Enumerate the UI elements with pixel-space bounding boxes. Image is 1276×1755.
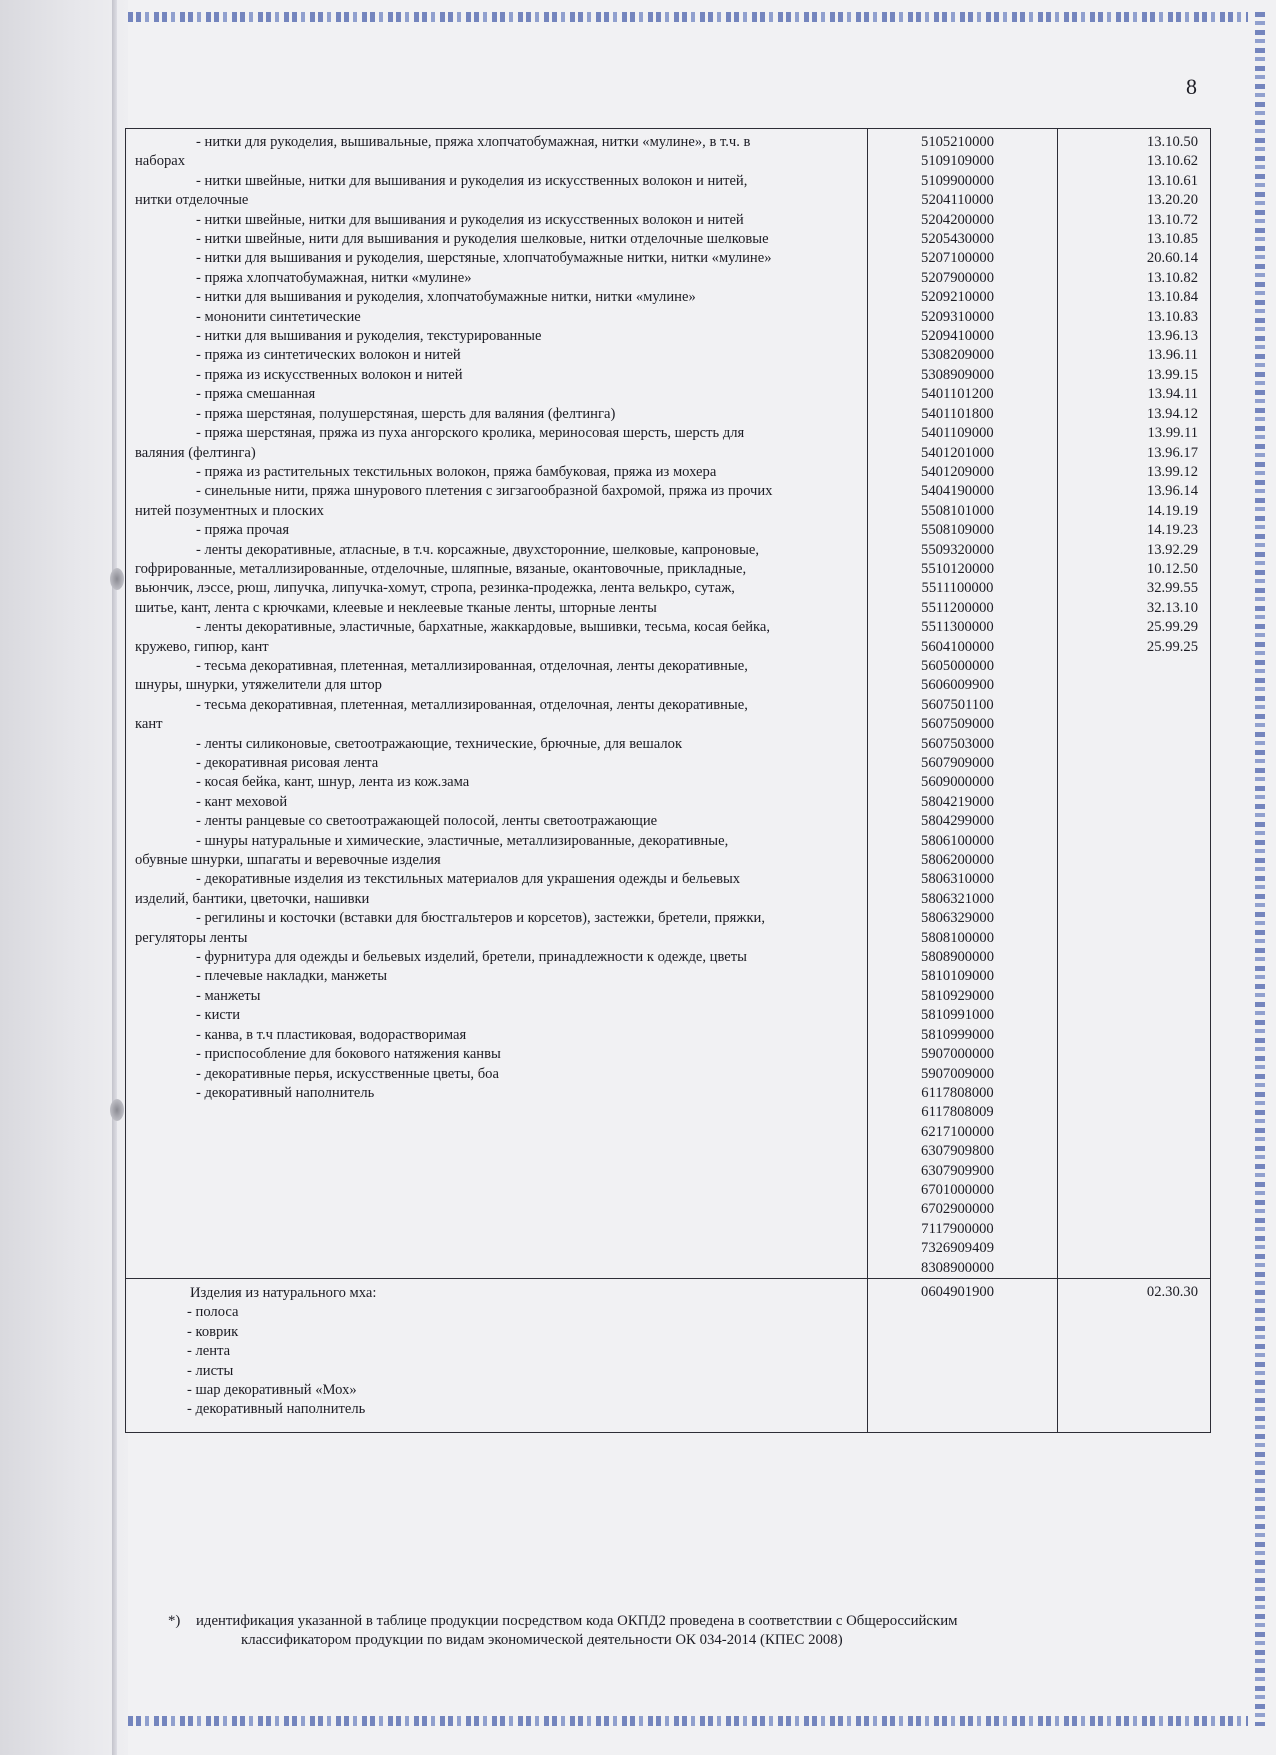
tnved-code: 5509320000 — [921, 541, 994, 558]
ornament-border-bottom — [128, 1716, 1248, 1726]
ornament-border-top — [128, 12, 1248, 22]
tnved-code: 5109900000 — [921, 172, 994, 189]
okpd2-code: 13.10.61 — [1146, 172, 1198, 189]
table-row — [126, 1278, 1211, 1432]
tnved-code: 5404190000 — [921, 483, 994, 500]
okpd2-code: 13.10.50 — [1146, 134, 1198, 150]
tnved-codes-cell — [868, 129, 1058, 1279]
description-line: - декоративная рисовая лента — [196, 755, 379, 771]
tnved-code: 5209210000 — [921, 289, 994, 306]
description-line: - пряжа смешанная — [196, 386, 316, 403]
moss-tnved-cell — [868, 1278, 1058, 1432]
tnved-code: 5804299000 — [921, 813, 994, 830]
moss-okpd2-cell — [1058, 1278, 1211, 1432]
okpd2-code: 13.10.82 — [1146, 269, 1198, 286]
tnved-code: 5105210000 — [921, 134, 994, 150]
tnved-code: 6702900000 — [921, 1201, 994, 1218]
tnved-code: 5511300000 — [921, 619, 994, 636]
description-line: - нитки швейные, нити для вышивания и рукоделия шелковые, нитки отделочные шелковые — [196, 231, 769, 248]
description-line: - кисти — [196, 1007, 241, 1024]
tnved-code: 5607509000 — [921, 716, 994, 733]
okpd2-code: 13.96.17 — [1146, 444, 1198, 461]
okpd2-code: 13.10.85 — [1146, 231, 1198, 248]
description-line: - косая бейка, кант, шнур, лента из кож.зама — [196, 774, 470, 791]
tnved-code: 0604901900 — [921, 1283, 994, 1300]
moss-item: - листы — [187, 1362, 234, 1379]
tnved-code: 5810999000 — [921, 1026, 994, 1043]
description-line: - приспособление для бокового натяжения канвы — [196, 1046, 501, 1063]
tnved-code: 5209310000 — [921, 308, 994, 325]
tnved-code: 5606009900 — [921, 677, 994, 694]
description-line: - ленты декоративные, атласные, в т.ч. корсажные, двухсторонние, шелковые, капроновые, — [196, 541, 760, 558]
description-line: - тесьма декоративная, плетенная, металлизированная, отделочная, ленты декоративные, — [196, 696, 748, 713]
description-line: кант — [135, 716, 163, 733]
description-line: - шнуры натуральные и химические, эластичные, металлизированные, декоративные, — [196, 832, 729, 849]
tnved-code: 5109109000 — [921, 153, 994, 170]
description-line: - фурнитура для одежды и бельевых изделий, бретели, принадлежности к одежде, цветы — [196, 949, 747, 966]
okpd2-code: 13.10.72 — [1146, 211, 1198, 228]
description-line: обувные шнурки, шпагаты и веревочные изделия — [135, 852, 441, 869]
tnved-code: 5508101000 — [921, 502, 994, 519]
footnote-line-2: классификатором продукции по видам экономической деятельности ОК 034-2014 (КПЕС 2008) — [241, 1632, 843, 1648]
tnved-code: 5810929000 — [921, 987, 994, 1004]
tnved-code: 5510120000 — [921, 560, 994, 577]
tnved-code: 6117808000 — [921, 1084, 994, 1101]
description-line: - нитки для рукоделия, вышивальные, пряжа хлопчатобумажная, нитки «мулине», в т.ч. в — [196, 134, 751, 150]
description-line: - нитки швейные, нитки для вышивания и рукоделия из искусственных волокон и нитей, — [196, 172, 748, 189]
description-line: - декоративный наполнитель — [196, 1084, 375, 1101]
moss-item: - шар декоративный «Мох» — [187, 1382, 357, 1398]
page-left-shadow — [0, 0, 128, 1755]
product-description-cell — [126, 129, 868, 1279]
okpd2-code: 13.99.11 — [1147, 425, 1198, 442]
tnved-code: 5308209000 — [921, 347, 994, 364]
description-line: регуляторы ленты — [135, 929, 248, 946]
tnved-code: 7117900000 — [921, 1220, 994, 1237]
punch-hole — [110, 1099, 124, 1121]
tnved-code: 5609000000 — [921, 774, 994, 791]
tnved-code: 5607501100 — [921, 696, 994, 713]
tnved-code: 6307909900 — [921, 1162, 994, 1179]
tnved-code: 5810109000 — [921, 968, 994, 985]
tnved-code: 5810991000 — [921, 1007, 994, 1024]
okpd2-code: 13.10.83 — [1146, 308, 1198, 325]
moss-item: - полоса — [187, 1304, 239, 1321]
description-line: - синельные нити, пряжа шнурового плетения с зигзагообразной бахромой, пряжа из прочих — [196, 483, 773, 500]
tnved-code: 5804219000 — [921, 793, 994, 810]
okpd2-code: 14.19.23 — [1146, 522, 1198, 539]
description-line: - нитки для вышивания и рукоделия, шерстяные, хлопчатобумажные нитки, нитки «мулине» — [196, 250, 772, 267]
description-line: валяния (фелтинга) — [135, 444, 256, 461]
tnved-code: 5511200000 — [921, 599, 994, 616]
okpd2-code: 13.94.12 — [1146, 405, 1198, 422]
description-line: - нитки для вышивания и рукоделия, хлопчатобумажные нитки, нитки «мулине» — [196, 289, 696, 306]
description-line: нитей позументных и плоских — [135, 502, 324, 519]
description-line: - ленты декоративные, эластичные, бархатные, жаккардовые, вышивки, тесьма, косая бейка, — [196, 619, 771, 636]
tnved-code: 6701000000 — [921, 1181, 994, 1198]
description-line: - регилины и косточки (вставки для бюстгальтеров и корсетов), застежки, бретели, пряжки, — [196, 910, 766, 927]
tnved-code: 5308909000 — [921, 366, 994, 383]
footnote-line-1: идентификация указанной в таблице продукции посредством кода ОКПД2 проведена в соответствии с Общероссийским — [196, 1613, 958, 1629]
tnved-code: 5808900000 — [921, 949, 994, 966]
okpd2-code: 14.19.19 — [1146, 502, 1198, 519]
tnved-code: 5511100000 — [921, 580, 994, 597]
okpd2-code: 13.96.13 — [1146, 328, 1198, 345]
okpd2-code: 13.92.29 — [1146, 541, 1198, 558]
okpd2-code: 13.94.11 — [1147, 386, 1198, 403]
tnved-code: 5205430000 — [921, 231, 994, 248]
tnved-code: 5607503000 — [921, 735, 994, 752]
footnote-mark: *) — [168, 1613, 181, 1629]
moss-item: - декоративный наполнитель — [187, 1401, 366, 1418]
okpd2-code: 13.96.14 — [1146, 483, 1198, 500]
okpd2-code: 13.10.62 — [1146, 153, 1198, 170]
page-number: 8 — [1186, 74, 1197, 99]
description-line: - ленты силиконовые, светоотражающие, технические, брючные, для вешалок — [196, 735, 683, 752]
okpd2-code: 32.13.10 — [1146, 599, 1198, 616]
okpd2-code: 02.30.30 — [1146, 1283, 1198, 1300]
description-line: - кант меховой — [196, 793, 288, 810]
description-line: - мононити синтетические — [196, 308, 361, 325]
okpd2-code: 32.99.55 — [1146, 580, 1198, 597]
tnved-code: 7326909409 — [921, 1240, 994, 1257]
tnved-code: 6117808009 — [921, 1104, 994, 1121]
tnved-code: 5508109000 — [921, 522, 994, 539]
footnote — [168, 1612, 1108, 1650]
moss-description-cell — [126, 1278, 868, 1432]
tnved-code: 5604100000 — [921, 638, 994, 655]
tnved-code: 5209410000 — [921, 328, 994, 345]
description-line: - тесьма декоративная, плетенная, металлизированная, отделочная, ленты декоративные, — [196, 657, 748, 674]
tnved-code: 5808100000 — [921, 929, 994, 946]
tnved-code: 5204200000 — [921, 211, 994, 228]
okpd2-codes-cell — [1058, 129, 1211, 1279]
moss-item: - коврик — [187, 1323, 239, 1340]
tnved-code: 5207100000 — [921, 250, 994, 267]
description-line: шитье, кант, лента с крючками, клеевые и неклеевые тканые ленты, шторные ленты — [135, 599, 657, 616]
tnved-code: 6217100000 — [921, 1123, 994, 1140]
tnved-code: 5401101800 — [921, 405, 994, 422]
tnved-code: 5204110000 — [921, 192, 994, 209]
tnved-code: 5907009000 — [921, 1065, 994, 1082]
description-line: - пряжа из растительных текстильных волокон, пряжа бамбуковая, пряжа из мохера — [196, 463, 717, 480]
tnved-code: 5806329000 — [921, 910, 994, 927]
description-line: - манжеты — [196, 987, 261, 1004]
tnved-code: 5605000000 — [921, 657, 994, 674]
tnved-code: 5907000000 — [921, 1046, 994, 1063]
tnved-code: 6307909800 — [921, 1143, 994, 1160]
tnved-code: 5401201000 — [921, 444, 994, 461]
okpd2-code: 13.96.11 — [1147, 347, 1198, 364]
tnved-code: 5207900000 — [921, 269, 994, 286]
description-line: нитки отделочные — [135, 192, 249, 209]
description-line: - канва, в т.ч пластиковая, водорастворимая — [196, 1026, 467, 1043]
description-line: кружево, гипюр, кант — [135, 638, 269, 655]
description-line: - нитки для вышивания и рукоделия, текстурированные — [196, 328, 542, 345]
description-line: - пряжа хлопчатобумажная, нитки «мулине» — [196, 269, 472, 286]
tnved-code: 5401101200 — [921, 386, 994, 403]
description-line: - пряжа шерстяная, пряжа из пуха ангорского кролика, мериносовая шерсть, шерсть для — [196, 425, 745, 442]
moss-heading: Изделия из натурального мха: — [190, 1284, 377, 1301]
tnved-code: 5401209000 — [921, 463, 994, 480]
description-line: - пряжа прочая — [196, 522, 290, 539]
description-line: - пряжа из искусственных волокон и нитей — [196, 366, 463, 383]
description-line: изделий, бантики, цветочки, нашивки — [135, 890, 370, 907]
tnved-code: 5401109000 — [921, 425, 994, 442]
okpd2-code: 20.60.14 — [1146, 250, 1198, 267]
description-line: - пряжа из синтетических волокон и нитей — [196, 347, 461, 364]
tnved-code: 5806321000 — [921, 890, 994, 907]
tnved-code: 5806100000 — [921, 832, 994, 849]
description-line: - плечевые накладки, манжеты — [196, 968, 388, 985]
tnved-code: 5806310000 — [921, 871, 994, 888]
description-line: вьюнчик, лэссе, рюш, липучка, липучка-хомут, стропа, резинка-продежка, лента велькро, сутаж, — [135, 580, 735, 597]
product-table — [125, 128, 1211, 1433]
description-line: - пряжа шерстяная, полушерстяная, шерсть для валяния (фелтинга) — [196, 405, 616, 422]
description-line: - нитки швейные, нитки для вышивания и рукоделия из искусственных волокон и нитей — [196, 211, 744, 228]
okpd2-code: 25.99.25 — [1146, 638, 1198, 655]
description-line: наборах — [135, 153, 186, 170]
punch-hole — [110, 568, 124, 590]
tnved-code: 5806200000 — [921, 852, 994, 869]
ornament-border-right — [1255, 12, 1265, 1726]
description-line: - декоративные перья, искусственные цветы, боа — [196, 1065, 499, 1082]
okpd2-code: 25.99.29 — [1146, 619, 1198, 636]
table-row — [126, 129, 1211, 1279]
binding-fold — [112, 0, 117, 1755]
tnved-code: 5607909000 — [921, 755, 994, 771]
description-line: - ленты ранцевые со светоотражающей полосой, ленты светоотражающие — [196, 813, 658, 830]
okpd2-code: 10.12.50 — [1146, 560, 1198, 577]
okpd2-code: 13.99.15 — [1146, 366, 1198, 383]
description-line: гофрированные, металлизированные, отделочные, шляпные, вязаные, окантовочные, прикладные, — [135, 560, 747, 577]
description-line: шнуры, шнурки, утяжелители для штор — [135, 677, 382, 694]
moss-item: - лента — [187, 1343, 231, 1360]
okpd2-code: 13.99.12 — [1146, 463, 1198, 480]
description-line: - декоративные изделия из текстильных материалов для украшения одежды и бельевых — [196, 871, 741, 888]
moss-items — [187, 1303, 861, 1419]
tnved-code: 8308900000 — [921, 1259, 994, 1276]
okpd2-code: 13.10.84 — [1146, 289, 1198, 306]
okpd2-code: 13.20.20 — [1146, 192, 1198, 209]
